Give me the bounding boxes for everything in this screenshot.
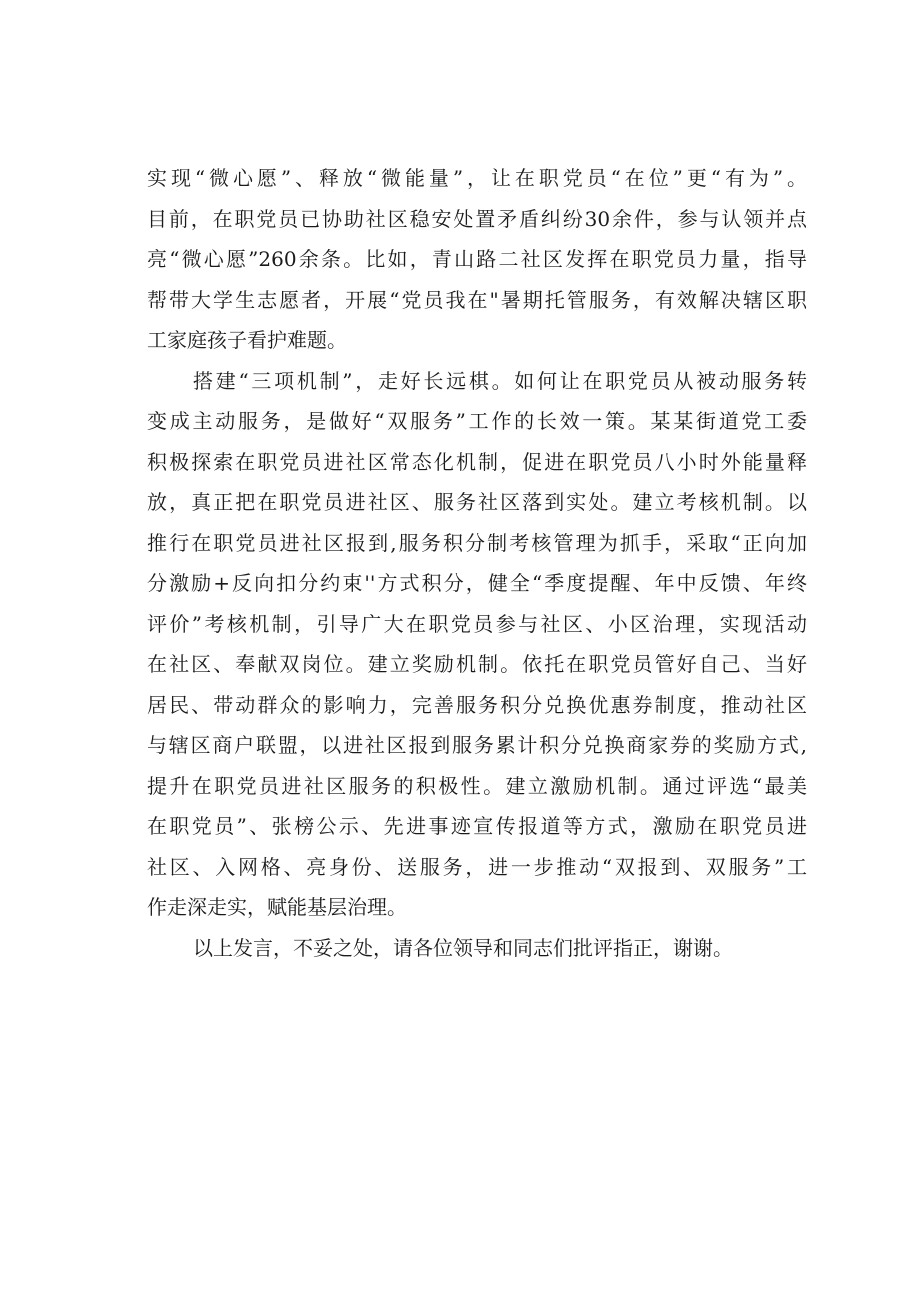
text-line: 积极探索在职党员进社区常态化机制，促进在职党员八小时外能量释	[147, 449, 807, 474]
text-line: 作走深走实，赋能基层治理。	[147, 895, 407, 919]
text-line: 搭建“三项机制”，走好长远棋。如何让在职党员从被动服务转	[193, 368, 807, 393]
text-line: 实现“微心愿”、释放“微能量”，让在职党员“在位”更“有为”。	[147, 166, 807, 190]
paragraph	[147, 361, 807, 928]
text-line: 分激励+反向扣分约束''方式积分，健全“季度提醒、年中反馈、年终	[147, 571, 807, 595]
paragraph	[147, 928, 807, 969]
text-line: 在社区、奉献双岗位。建立奖励机制。依托在职党员管好自己、当好	[147, 652, 807, 676]
text-line: 评价”考核机制，引导广大在职党员参与社区、小区治理，实现活动	[147, 611, 807, 636]
text-line: 放，真正把在职党员进社区、服务社区落到实处。建立考核机制。以	[147, 490, 807, 514]
text-line: 在职党员”、张榜公示、先进事迹宣传报道等方式，激励在职党员进	[147, 814, 807, 838]
document-body	[147, 158, 807, 968]
text-line: 亮“微心愿”260余条。比如，青山路二社区发挥在职党员力量，指导	[147, 247, 807, 271]
text-line: 目前，在职党员已协助社区稳安处置矛盾纠纷30余件，参与认领并点	[147, 206, 807, 231]
text-line: 提升在职党员进社区服务的积极性。建立激励机制。通过评选“最美	[147, 773, 807, 798]
text-line: 推行在职党员进社区报到,服务积分制考核管理为抓手，采取“正向加	[147, 530, 807, 555]
text-line: 变成主动服务，是做好“双服务”工作的长效一策。某某街道党工委	[147, 409, 807, 433]
text-line: 居民、带动群众的影响力，完善服务积分兑换优惠券制度，推动社区	[147, 692, 807, 717]
text-line: 与辖区商户联盟，以进社区报到服务累计积分兑换商家券的奖励方式,	[147, 733, 807, 757]
paragraph	[147, 158, 807, 361]
text-line: 社区、入网格、亮身份、送服务，进一步推动“双报到、双服务”工	[147, 854, 807, 879]
text-line: 工家庭孩子看护难题。	[147, 328, 347, 352]
text-line: 帮带大学生志愿者，开展“党员我在"暑期托管服务，有效解决辖区职	[147, 287, 807, 312]
text-line: 以上发言，不妥之处，请各位领导和同志们批评指正，谢谢。	[193, 935, 733, 960]
